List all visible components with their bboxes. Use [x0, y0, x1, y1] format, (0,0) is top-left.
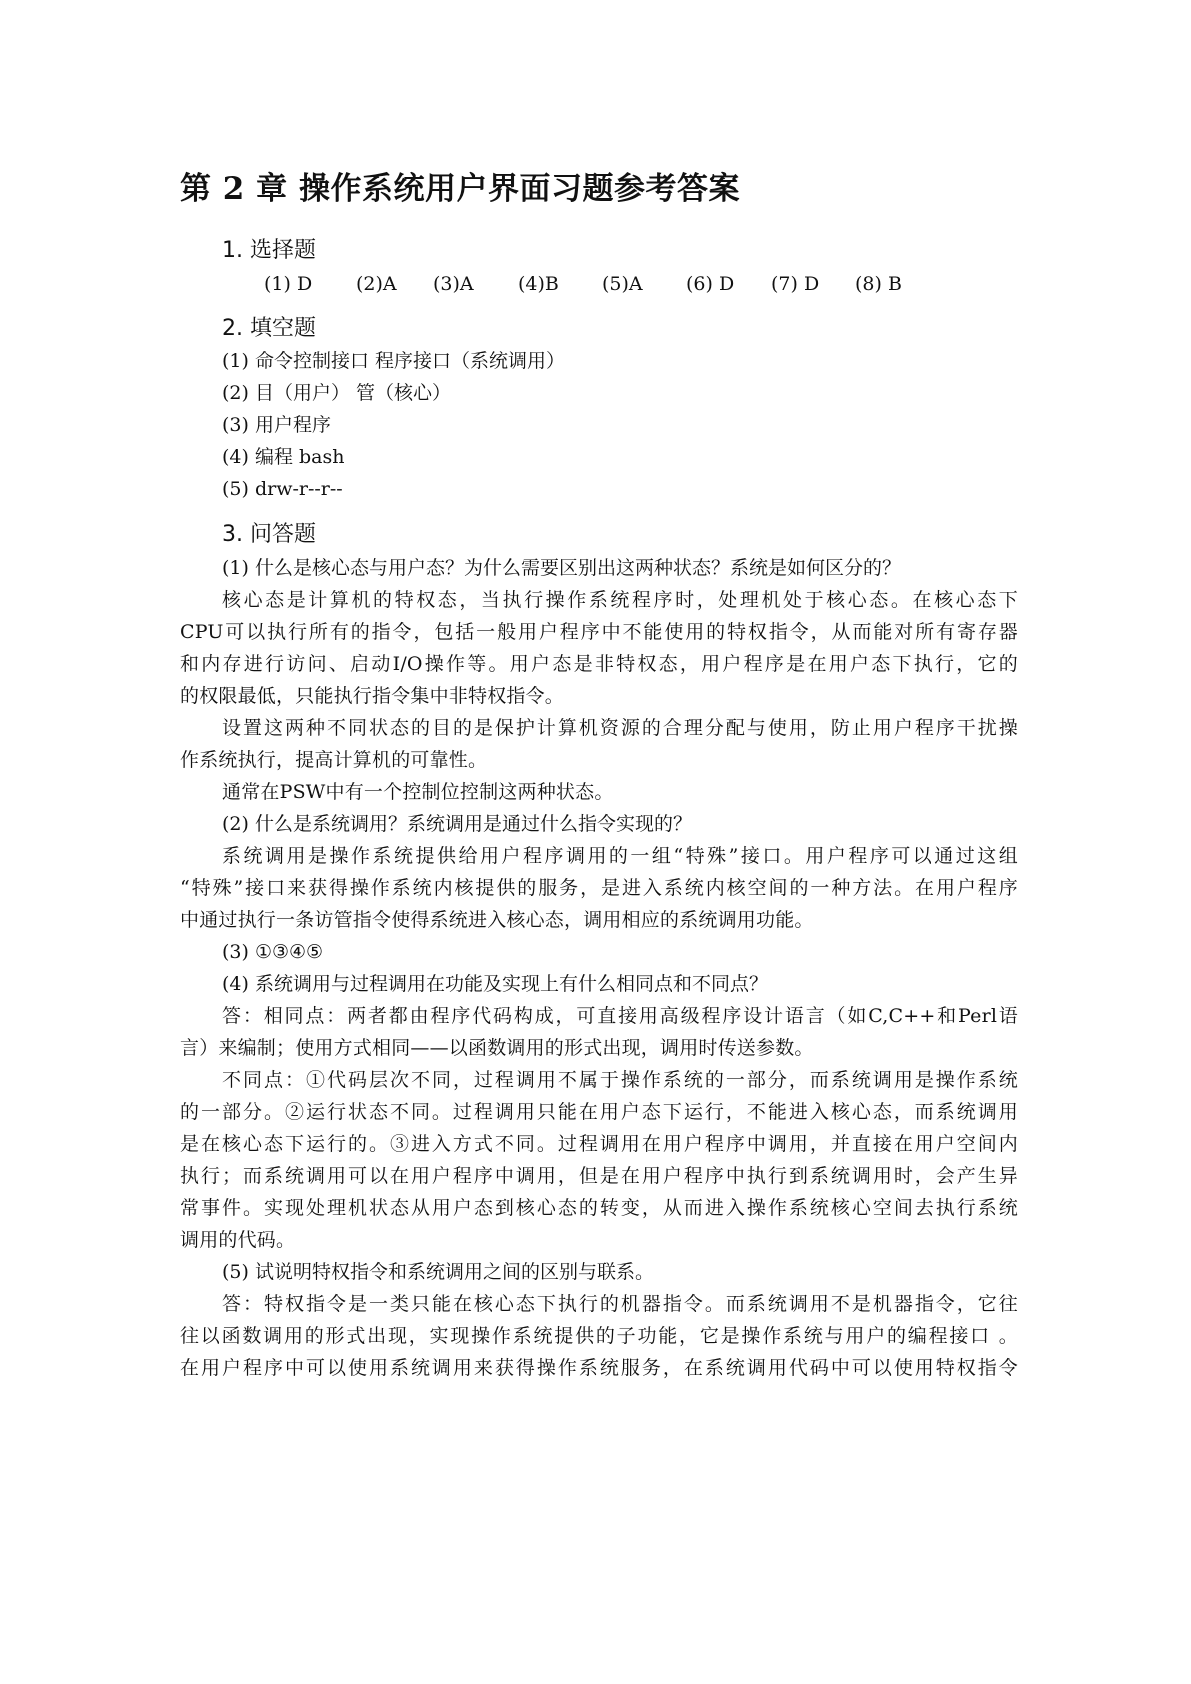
answer-line: 中通过执行一条访管指令使得系统进入核心态，调用相应的系统调用功能。 [180, 909, 814, 931]
question-line: (2) 什么是系统调用？系统调用是通过什么指令实现的？ [222, 813, 692, 835]
choice-answers-row [0, 270, 1191, 298]
question-line: (1) 什么是核心态与用户态？为什么需要区别出这两种状态？系统是如何区分的？ [222, 557, 901, 579]
answer-line: 答：相同点：两者都由程序代码构成，可直接用高级程序设计语言（如C,C++和Perl语 [222, 1005, 1018, 1027]
answer-line: 调用的代码。 [180, 1229, 296, 1251]
answer-line: 的一部分。②运行状态不同。过程调用只能在用户态下运行，不能进入核心态，而系统调用 [180, 1101, 1018, 1123]
answer-line: 和内存进行访问、启动I/O操作等。用户态是非特权态，用户程序是在用户态下执行，它的 [180, 653, 1018, 675]
answer-line: 执行；而系统调用可以在用户程序中调用，但是在用户程序中执行到系统调用时，会产生异 [180, 1165, 1018, 1187]
section-heading-choice: 1. 选择题 [222, 238, 316, 263]
answer-line: 不同点：①代码层次不同，过程调用不属于操作系统的一部分，而系统调用是操作系统 [222, 1069, 1018, 1091]
answer-line: 往以函数调用的形式出现，实现操作系统提供的子功能，它是操作系统与用户的编程接口 。 [180, 1325, 1018, 1347]
choice-answer: (3)A [433, 273, 474, 295]
answer-line: 作系统执行，提高计算机的可靠性。 [180, 749, 488, 771]
fill-answer-line: (2) 目（用户） 管（核心） [222, 382, 451, 404]
section-heading-fill: 2. 填空题 [222, 316, 316, 341]
answer-line: 系统调用是操作系统提供给用户程序调用的一组“特殊”接口。用户程序可以通过这组 [222, 845, 1018, 867]
question-line: (5) 试说明特权指令和系统调用之间的区别与联系。 [222, 1261, 654, 1283]
fill-answer-line: (4) 编程 bash [222, 446, 345, 468]
answer-line: 常事件。实现处理机状态从用户态到核心态的转变，从而进入操作系统核心空间去执行系统 [180, 1197, 1018, 1219]
fill-answer-line: (3) 用户程序 [222, 414, 331, 436]
choice-answer: (4)B [518, 273, 559, 295]
choice-answer: (6) D [686, 273, 735, 295]
answer-line: “特殊”接口来获得操作系统内核提供的服务，是进入系统内核空间的一种方法。在用户程序 [180, 877, 1018, 899]
question-line: (4) 系统调用与过程调用在功能及实现上有什么相同点和不同点？ [222, 973, 768, 995]
choice-answer: (2)A [356, 273, 397, 295]
answer-line: 在用户程序中可以使用系统调用来获得操作系统服务，在系统调用代码中可以使用特权指令 [180, 1357, 1018, 1379]
fill-answer-line: (1) 命令控制接口 程序接口（系统调用） [222, 350, 565, 372]
choice-answer: (7) D [771, 273, 820, 295]
answer-line: CPU可以执行所有的指令，包括一般用户程序中不能使用的特权指令，从而能对所有寄存器 [180, 621, 1018, 643]
choice-answer: (5)A [602, 273, 643, 295]
choice-answer: (1) D [264, 273, 313, 295]
answer-line: 言）来编制；使用方式相同——以函数调用的形式出现，调用时传送参数。 [180, 1037, 814, 1059]
answer-line: 的权限最低，只能执行指令集中非特权指令。 [180, 685, 565, 707]
answer-line: 通常在PSW中有一个控制位控制这两种状态。 [222, 781, 614, 803]
section-heading-qa: 3. 问答题 [222, 522, 316, 547]
answer-line: 核心态是计算机的特权态，当执行操作系统程序时，处理机处于核心态。在核心态下 [222, 589, 1018, 611]
chapter-title: 第 2 章 操作系统用户界面习题参考答案 [180, 171, 740, 207]
answer-line: 答：特权指令是一类只能在核心态下执行的机器指令。而系统调用不是机器指令，它往 [222, 1293, 1018, 1315]
question-line: (3) ①③④⑤ [222, 941, 324, 963]
answer-line: 设置这两种不同状态的目的是保护计算机资源的合理分配与使用，防止用户程序干扰操 [222, 717, 1018, 739]
fill-answer-line: (5) drw-r--r-- [222, 478, 343, 500]
answer-line: 是在核心态下运行的。③进入方式不同。过程调用在用户程序中调用，并直接在用户空间内 [180, 1133, 1018, 1155]
choice-answer: (8) B [855, 273, 902, 295]
